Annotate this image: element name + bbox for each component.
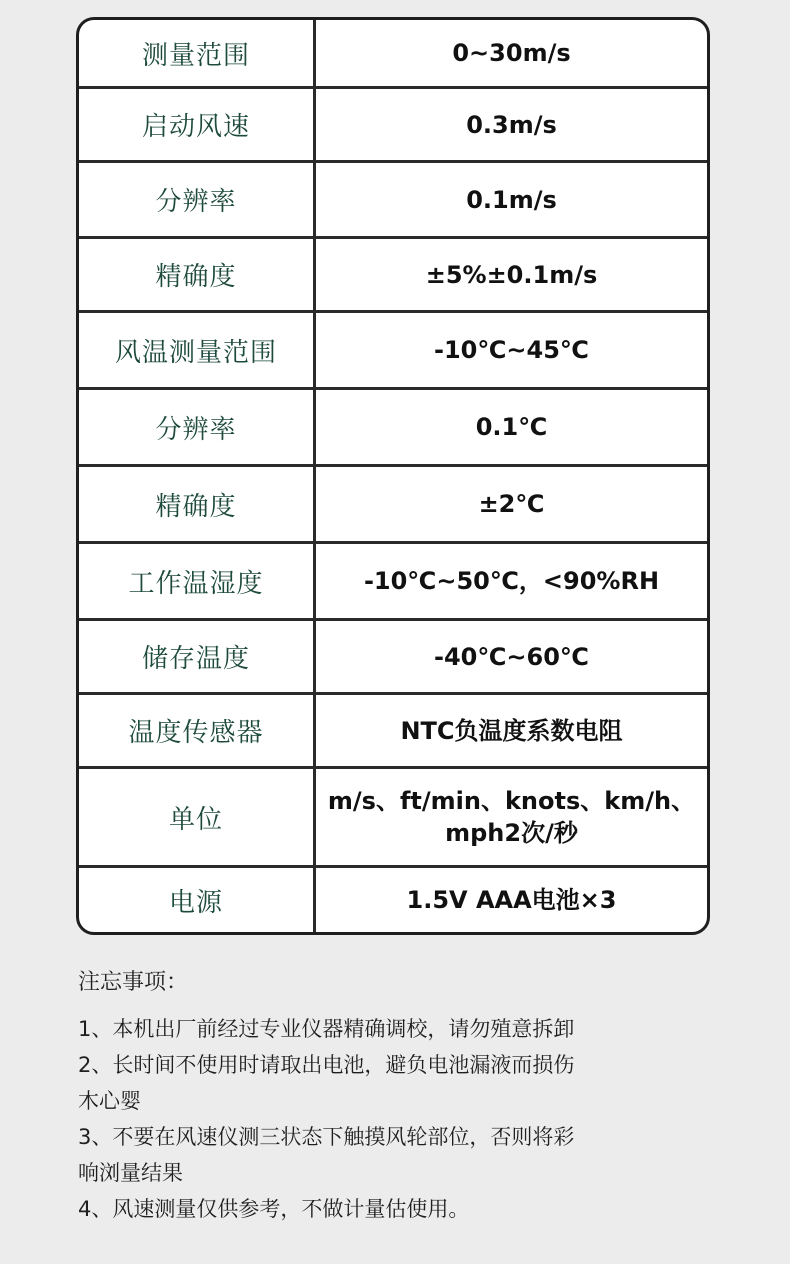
spec-value: m/s、ft/min、knots、km/h、 mph2次/秒 bbox=[327, 787, 696, 847]
spec-row-resolution-temp bbox=[79, 390, 707, 467]
spec-label: 工作温湿度 bbox=[79, 544, 316, 618]
note-item: 1、本机出厂前经过专业仪器精确调校，请勿殖意拆卸 bbox=[78, 1017, 575, 1041]
spec-row-accuracy-speed bbox=[79, 239, 707, 313]
spec-row-units bbox=[79, 769, 707, 868]
spec-label: 分辨率 bbox=[79, 390, 316, 464]
spec-row-power bbox=[79, 868, 707, 932]
spec-value: 0.3m/s bbox=[466, 110, 557, 139]
spec-row-storage-temp bbox=[79, 621, 707, 695]
note-item: 2、长时间不使用时请取出电池，避负电池漏液而损伤 木心婴 bbox=[78, 1053, 575, 1113]
spec-value: 1.5V AAA电池×3 bbox=[406, 886, 617, 914]
spec-value: -10℃~45℃ bbox=[434, 336, 589, 364]
spec-label: 精确度 bbox=[79, 239, 316, 310]
spec-label: 风温测量范围 bbox=[79, 313, 316, 387]
spec-label: 精确度 bbox=[79, 467, 316, 541]
spec-label: 分辨率 bbox=[79, 163, 316, 236]
notes-title: 注忘事项： bbox=[78, 970, 189, 995]
spec-value: -10℃~50℃，<90%RH bbox=[363, 567, 660, 595]
spec-label: 电源 bbox=[79, 868, 316, 932]
spec-row-range bbox=[79, 20, 707, 89]
spec-value: ±5%±0.1m/s bbox=[425, 260, 598, 289]
spec-value: -40℃~60℃ bbox=[434, 642, 589, 671]
spec-value: 0~30m/s bbox=[452, 39, 571, 67]
spec-table bbox=[76, 17, 710, 935]
note-item: 4、风速测量仅供参考，不做计量估使用。 bbox=[78, 1197, 470, 1221]
spec-row-temp-range bbox=[79, 313, 707, 390]
spec-row-operating-conditions bbox=[79, 544, 707, 621]
spec-row-resolution-speed bbox=[79, 163, 707, 239]
spec-label: 单位 bbox=[79, 769, 316, 865]
spec-row-accuracy-temp bbox=[79, 467, 707, 544]
spec-label: 启动风速 bbox=[79, 89, 316, 160]
spec-value: 0.1m/s bbox=[466, 185, 557, 214]
spec-row-temp-sensor bbox=[79, 695, 707, 769]
spec-value: ±2℃ bbox=[478, 490, 545, 518]
spec-value: NTC负温度系数电阻 bbox=[400, 716, 623, 745]
spec-label: 测量范围 bbox=[79, 20, 316, 86]
note-item: 3、不要在风速仪测三状态下触摸风轮部位，否则将彩 响浏量结果 bbox=[78, 1125, 575, 1185]
spec-value: 0.1℃ bbox=[475, 413, 548, 441]
notes-section bbox=[78, 965, 718, 1227]
spec-label: 温度传感器 bbox=[79, 695, 316, 766]
spec-row-start-speed bbox=[79, 89, 707, 163]
spec-label: 储存温度 bbox=[79, 621, 316, 692]
